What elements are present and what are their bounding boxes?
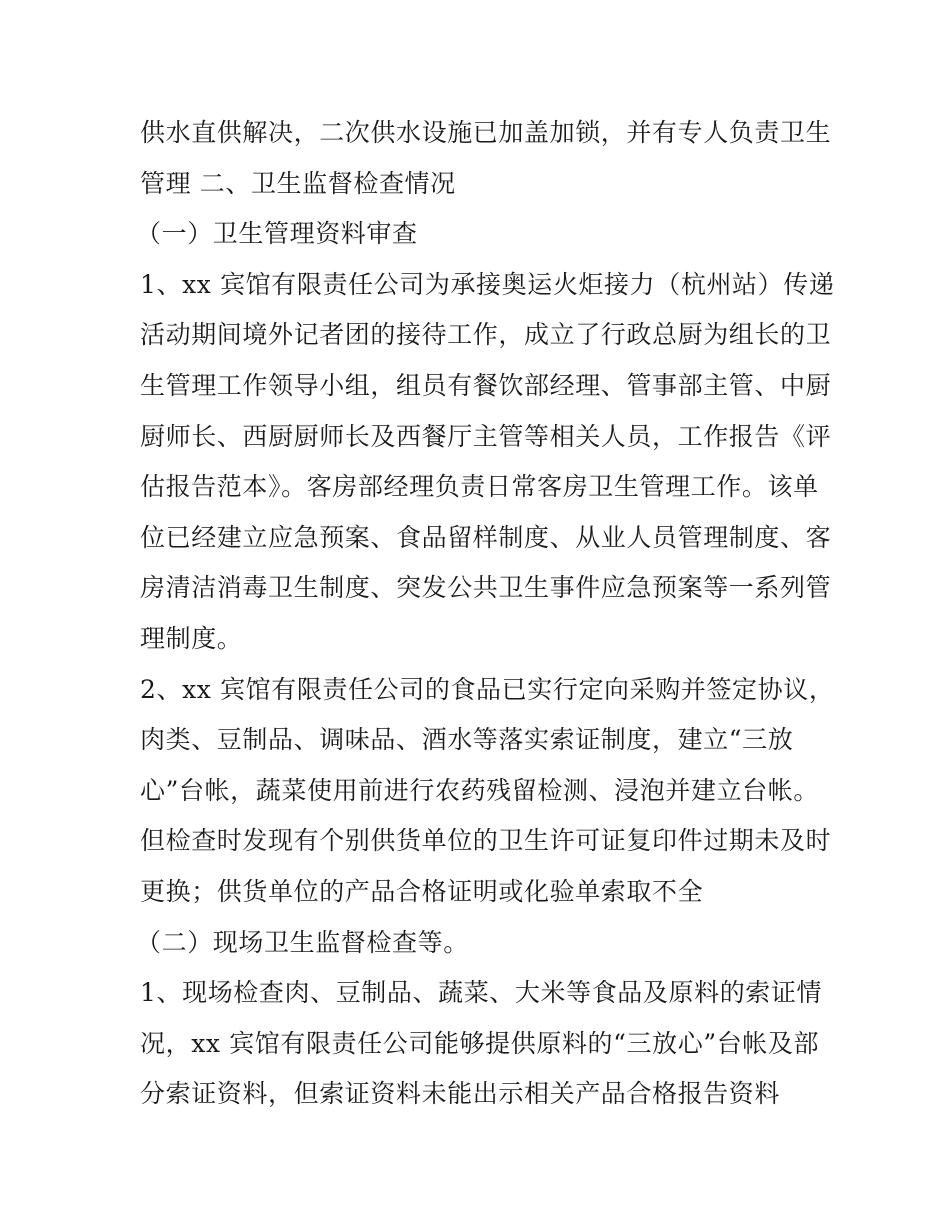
text-line: 但检查时发现有个别供货单位的卫生许可证复印件过期未及时 <box>140 826 832 856</box>
text-line: 1、xx 宾馆有限责任公司为承接奥运火炬接力（杭州站）传递 <box>140 269 835 299</box>
text-line: 供水直供解决，二次供水设施已加盖加锁，并有专人负责卫生 <box>140 118 832 147</box>
text-line: 肉类、豆制品、调味品、酒水等落实索证制度，建立“三放 <box>140 725 794 755</box>
section-heading: （二）现场卫生监督检查等。 <box>136 927 469 957</box>
text-line: 2、xx 宾馆有限责任公司的食品已实行定向采购并签定协议， <box>140 674 835 704</box>
text-line: 心”台帐，蔬菜使用前进行农药残留检测、浸泡并建立台帐。 <box>140 775 819 805</box>
text-line: 1、现场检查肉、豆制品、蔬菜、大米等食品及原料的索证情 <box>140 978 823 1008</box>
text-line: 管理 二、卫生监督检查情况 <box>140 168 456 198</box>
text-line: 厨师长、西厨厨师长及西餐厅主管等相关人员，工作报告《评 <box>140 421 832 451</box>
text-line: 活动期间境外记者团的接待工作，成立了行政总厨为组长的卫 <box>140 320 832 350</box>
text-line: 况，xx 宾馆有限责任公司能够提供原料的“三放心”台帐及部 <box>140 1028 820 1058</box>
text-line: 房清洁消毒卫生制度、突发公共卫生事件应急预案等一系列管 <box>140 573 832 603</box>
text-line: 理制度。 <box>140 623 243 653</box>
section-heading: （一）卫生管理资料审查 <box>136 219 418 249</box>
text-line: 估报告范本》。客房部经理负责日常客房卫生管理工作。该单 <box>140 472 819 502</box>
text-line: 更换；供货单位的产品合格证明或化验单索取不全 <box>140 876 704 906</box>
text-line: 分索证资料，但索证资料未能出示相关产品合格报告资料 <box>140 1079 781 1109</box>
text-line: 生管理工作领导小组，组员有餐饮部经理、管事部主管、中厨 <box>140 370 832 400</box>
text-line: 位已经建立应急预案、食品留样制度、从业人员管理制度、客 <box>140 522 832 552</box>
document-body <box>136 108 835 1120</box>
